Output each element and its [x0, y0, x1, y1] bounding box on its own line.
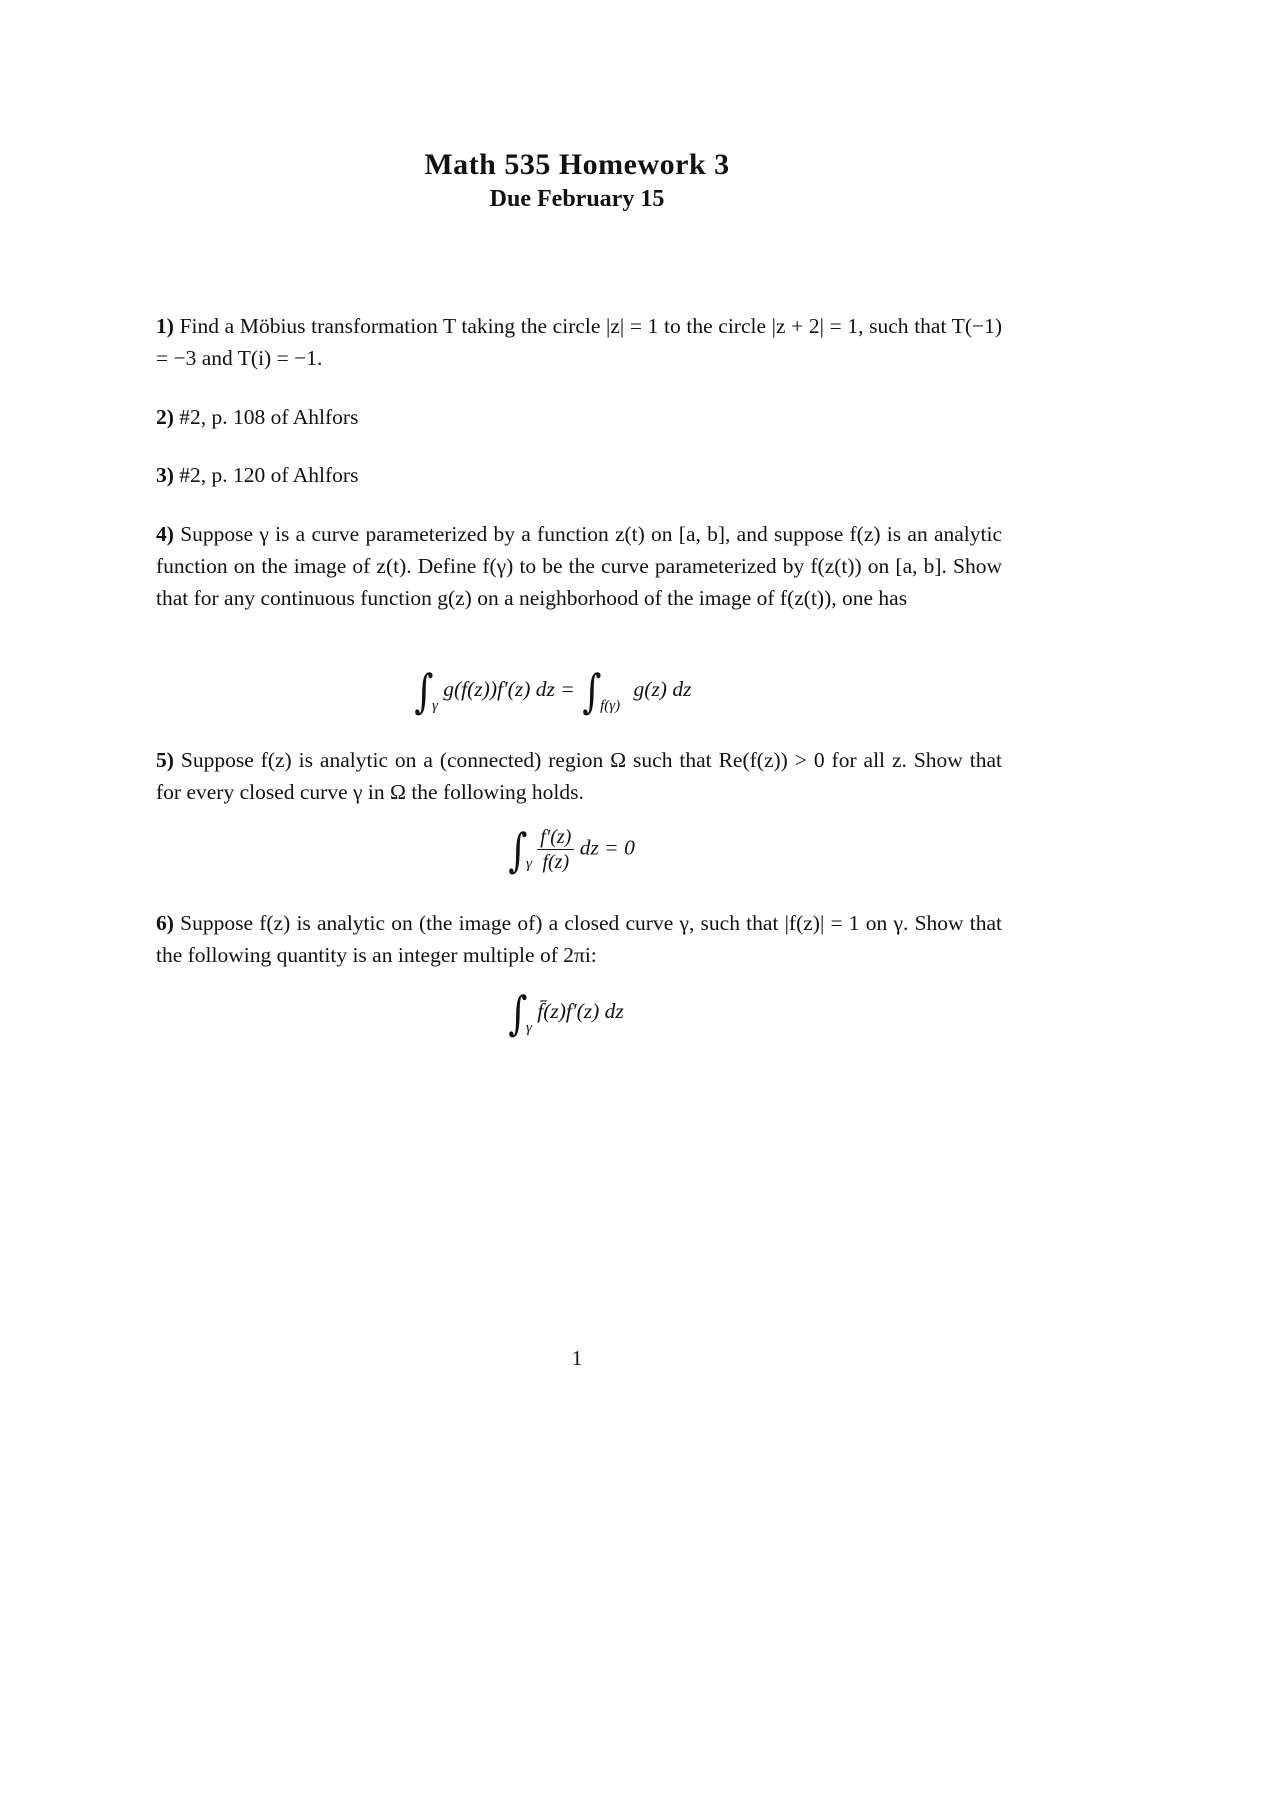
equation-6: [506, 986, 624, 1040]
problem-6: [156, 907, 1002, 971]
problem-4-text: Suppose γ is a curve parameterized by a function z(t) on [a, b], and suppose f(z) is an analytic function on the image of z(t). Define f(γ) to be the curve parameterized by f(z(t)) on [a, b]. Show that for any continuous function g(z) on a neighborhood of the image of f(z(t)), one has: [156, 522, 1003, 610]
document-title: Math 535 Homework 3: [424, 148, 730, 181]
integral-sign: ∫: [582, 664, 602, 718]
due-date: Due February 15: [489, 186, 665, 212]
equation-5: [506, 822, 635, 877]
problem-6-number: 6): [156, 911, 174, 935]
eq5-tail: dz = 0: [579, 835, 635, 860]
integral-sign: ∫: [508, 986, 528, 1040]
eq4-left-subscript: γ: [431, 697, 438, 714]
integral-sign: ∫: [508, 822, 528, 877]
eq5-subscript: γ: [525, 856, 532, 873]
problem-1-text: Find a Möbius transformation T taking the circle |z| = 1 to the circle |z + 2| = 1, such that T(−1) = −3 and T(i) = −1.: [156, 314, 1003, 370]
problem-1: [156, 310, 1002, 374]
problem-2-number: 2): [156, 405, 174, 429]
problem-5-text: Suppose f(z) is analytic on a (connected) region Ω such that Re(f(z)) > 0 for all z. Show that for every closed curve γ in Ω the following holds.: [156, 748, 1003, 804]
problem-3-text: #2, p. 120 of Ahlfors: [179, 463, 359, 487]
eq4-right-subscript: f(γ): [600, 697, 621, 714]
problem-3-number: 3): [156, 463, 174, 487]
problem-2-text: #2, p. 108 of Ahlfors: [179, 405, 359, 429]
problem-6-text: Suppose f(z) is analytic on (the image of) a closed curve γ, such that |f(z)| = 1 on γ. Show that the following quantity is an integer multiple of 2πi:: [156, 911, 1002, 967]
problem-4-number: 4): [156, 522, 174, 546]
problem-1-number: 1): [156, 314, 174, 338]
eq5-numerator: f′(z): [537, 825, 574, 850]
eq4-left-integrand: g(f(z))f′(z) dz =: [443, 676, 575, 701]
eq4-right-integrand: g(z) dz: [633, 676, 692, 701]
problem-5-number: 5): [156, 748, 174, 772]
eq5-denominator: f(z): [542, 851, 570, 873]
problem-4: [156, 518, 1002, 614]
eq6-subscript: γ: [525, 1019, 532, 1036]
eq6-integrand: f̄(z)f′(z) dz: [537, 998, 624, 1023]
page-number: 1: [571, 1346, 583, 1370]
equation-4: [412, 664, 692, 718]
problem-5: [156, 744, 1002, 808]
integral-sign: ∫: [414, 664, 434, 718]
eq5-fraction: [537, 825, 574, 874]
problem-3: [156, 459, 1002, 491]
problem-2: [156, 401, 1002, 433]
